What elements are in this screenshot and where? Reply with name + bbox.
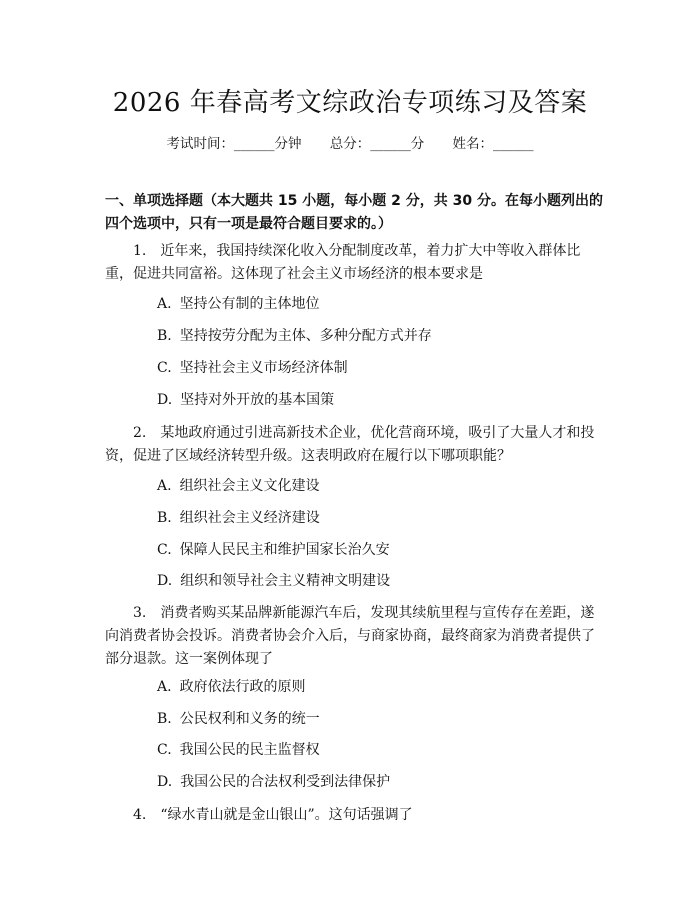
question-number: 4. xyxy=(133,807,147,823)
option-letter: C. xyxy=(157,360,172,376)
question-2 xyxy=(105,422,605,468)
option-text: 坚持公有制的主体地位 xyxy=(179,296,320,312)
question-2-option-d xyxy=(157,571,597,591)
option-text: 坚持社会主义市场经济体制 xyxy=(179,360,348,376)
section-heading: 一、单项选择题（本大题共 15 小题，每小题 2 分，共 30 分。在每小题列出的四个选项中，只有一项是最符合题目要求的。） xyxy=(105,193,603,232)
question-number: 2. xyxy=(133,425,147,441)
option-letter: D. xyxy=(157,573,173,589)
option-text: 我国公民的合法权利受到法律保护 xyxy=(180,774,391,790)
question-stem: 近年来，我国持续深化收入分配制度改革，着力扩大中等收入群体比重，促进共同富裕。这体现了社会主义市场经济的根本要求是 xyxy=(105,243,581,282)
question-stem: 消费者购买某品牌新能源汽车后，发现其续航里程与宣传存在差距，遂向消费者协会投诉。消费者协会介入后，与商家协商，最终商家为消费者提供了部分退款。这一案例体现了 xyxy=(105,605,595,667)
option-letter: C. xyxy=(157,742,172,758)
question-3 xyxy=(105,602,605,671)
page-title: 2026 年春高考文综政治专项练习及答案 xyxy=(112,88,588,118)
question-1-option-b xyxy=(157,326,597,346)
option-text: 组织社会主义经济建设 xyxy=(179,510,320,526)
question-3-option-d xyxy=(157,772,597,792)
question-3-option-c xyxy=(157,740,597,760)
question-1-option-c xyxy=(157,358,597,378)
option-text: 政府依法行政的原则 xyxy=(179,679,306,695)
option-text: 组织社会主义文化建设 xyxy=(179,478,320,494)
option-letter: B. xyxy=(157,711,172,727)
question-1 xyxy=(105,240,605,286)
option-letter: D. xyxy=(157,392,173,408)
option-text: 我国公民的民主监督权 xyxy=(179,742,320,758)
student-name-field: 姓名：______ xyxy=(452,136,534,152)
option-text: 坚持对外开放的基本国策 xyxy=(180,392,335,408)
option-letter: A. xyxy=(157,478,172,494)
question-4 xyxy=(105,804,605,827)
option-text: 组织和领导社会主义精神文明建设 xyxy=(180,573,391,589)
question-2-option-b xyxy=(157,508,597,528)
question-2-option-c xyxy=(157,540,597,560)
question-number: 3. xyxy=(133,605,147,621)
option-letter: D. xyxy=(157,774,173,790)
total-score-field: 总分：______分 xyxy=(329,136,425,152)
question-3-option-a xyxy=(157,677,597,697)
option-text: 保障人民民主和维护国家长治久安 xyxy=(179,542,390,558)
option-letter: A. xyxy=(157,296,172,312)
option-letter: B. xyxy=(157,328,172,344)
option-letter: B. xyxy=(157,510,172,526)
question-3-option-b xyxy=(157,709,597,729)
question-number: 1. xyxy=(133,243,147,259)
question-1-option-a xyxy=(157,294,597,314)
option-letter: A. xyxy=(157,679,172,695)
option-letter: C. xyxy=(157,542,172,558)
question-1-option-d xyxy=(157,390,597,410)
exam-info-line xyxy=(0,132,700,152)
option-text: 公民权利和义务的统一 xyxy=(179,711,320,727)
question-stem: “绿水青山就是金山银山”。这句话强调了 xyxy=(160,807,413,823)
question-2-option-a xyxy=(157,476,597,496)
option-text: 坚持按劳分配为主体、多种分配方式并存 xyxy=(179,328,432,344)
question-stem: 某地政府通过引进高新技术企业，优化营商环境，吸引了大量人才和投资，促进了区域经济转型升级。这表明政府在履行以下哪项职能？ xyxy=(105,425,595,464)
exam-time-field: 考试时间：______分钟 xyxy=(166,136,302,152)
